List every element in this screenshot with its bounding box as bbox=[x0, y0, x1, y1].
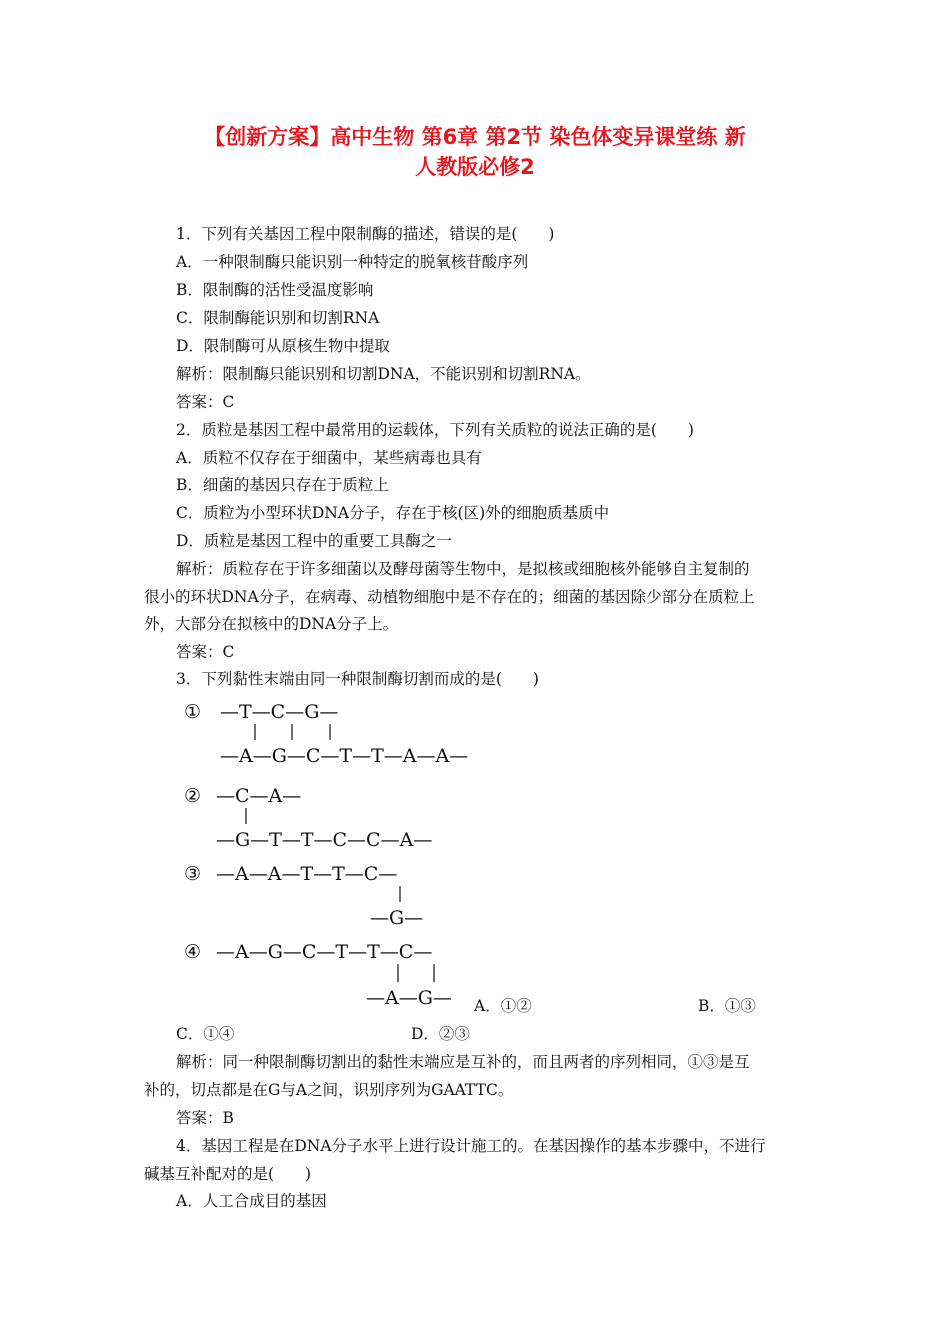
strand-1-top: —T—C—G— bbox=[220, 701, 339, 723]
strand-4-bottom: —A—G— bbox=[366, 987, 452, 1009]
q2-option-a: A．质粒不仅存在于细菌中，某些病毒也具有 bbox=[176, 449, 482, 467]
strand-2-top: —C—A— bbox=[216, 785, 302, 807]
q2-analysis-line-2: 很小的环状DNA分子，在病毒、动植物细胞中是不存在的；细菌的基因除少部分在质粒上 bbox=[144, 588, 755, 606]
q1-answer: 答案：C bbox=[176, 393, 235, 411]
q1-option-c: C．限制酶能识别和切割RNA bbox=[176, 309, 380, 327]
label-1: ① bbox=[184, 701, 202, 723]
q3-analysis-line-1: 解析：同一种限制酶切割出的黏性末端应是互补的，而且两者的序列相同，①③是互 bbox=[176, 1053, 750, 1071]
strand-4-top: —A—G—C—T—T—C— bbox=[216, 941, 433, 963]
q4-option-a: A．人工合成目的基因 bbox=[176, 1192, 327, 1210]
strand-3-bottom: —G— bbox=[370, 907, 424, 929]
strand-1-bottom: —A—G—C—T—T—A—A— bbox=[220, 745, 469, 767]
q1-stem: 1．下列有关基因工程中限制酶的描述，错误的是( ) bbox=[176, 225, 555, 243]
q1-option-a: A．一种限制酶只能识别一种特定的脱氧核苷酸序列 bbox=[176, 253, 529, 271]
label-4: ④ bbox=[184, 941, 202, 963]
q1-analysis: 解析：限制酶只能识别和切割DNA，不能识别和切割RNA。 bbox=[176, 365, 591, 383]
q2-answer: 答案：C bbox=[176, 643, 235, 661]
q2-option-d: D．质粒是基因工程中的重要工具酶之一 bbox=[176, 532, 452, 550]
q1-option-b: B．限制酶的活性受温度影响 bbox=[176, 281, 374, 299]
page-title bbox=[110, 122, 840, 182]
q1-option-d: D．限制酶可从原核生物中提取 bbox=[176, 337, 390, 355]
title-line-2: 人教版必修2 bbox=[415, 155, 535, 179]
q3-answer: 答案：B bbox=[176, 1109, 234, 1127]
title-line-1: 【创新方案】高中生物 第6章 第2节 染色体变异课堂练 新 bbox=[204, 125, 746, 149]
q4-stem-line-1: 4．基因工程是在DNA分子水平上进行设计施工的。在基因操作的基本步骤中，不进行 bbox=[176, 1137, 766, 1155]
q3-analysis-line-2: 补的，切点都是在G与A之间，识别序列为GAATTC。 bbox=[144, 1081, 514, 1099]
q2-analysis-line-3: 外，大部分在拟核中的DNA分子上。 bbox=[144, 615, 399, 633]
q3-option-c: C．①④ bbox=[176, 1025, 235, 1043]
sticky-ends-diagram bbox=[180, 696, 480, 1016]
label-2: ② bbox=[184, 785, 202, 807]
q2-option-b: B．细菌的基因只存在于质粒上 bbox=[176, 476, 389, 494]
q3-stem: 3．下列黏性末端由同一种限制酶切割而成的是( ) bbox=[176, 670, 539, 688]
q2-stem: 2．质粒是基因工程中最常用的运载体，下列有关质粒的说法正确的是( ) bbox=[176, 421, 694, 439]
label-3: ③ bbox=[184, 863, 202, 885]
strand-2-bottom: —G—T—T—C—C—A— bbox=[216, 829, 433, 851]
q2-analysis-line-1: 解析：质粒存在于许多细菌以及酵母菌等生物中，是拟核或细胞核外能够自主复制的 bbox=[176, 560, 750, 578]
q3-option-b: B．①③ bbox=[698, 997, 756, 1015]
q2-option-c: C．质粒为小型环状DNA分子，存在于核(区)外的细胞质基质中 bbox=[176, 504, 610, 522]
q4-stem-line-2: 碱基互补配对的是( ) bbox=[144, 1165, 312, 1183]
q3-option-a: A．①② bbox=[474, 997, 532, 1015]
strand-3-top: —A—A—T—T—C— bbox=[216, 863, 398, 885]
q3-option-d: D．②③ bbox=[411, 1025, 470, 1043]
